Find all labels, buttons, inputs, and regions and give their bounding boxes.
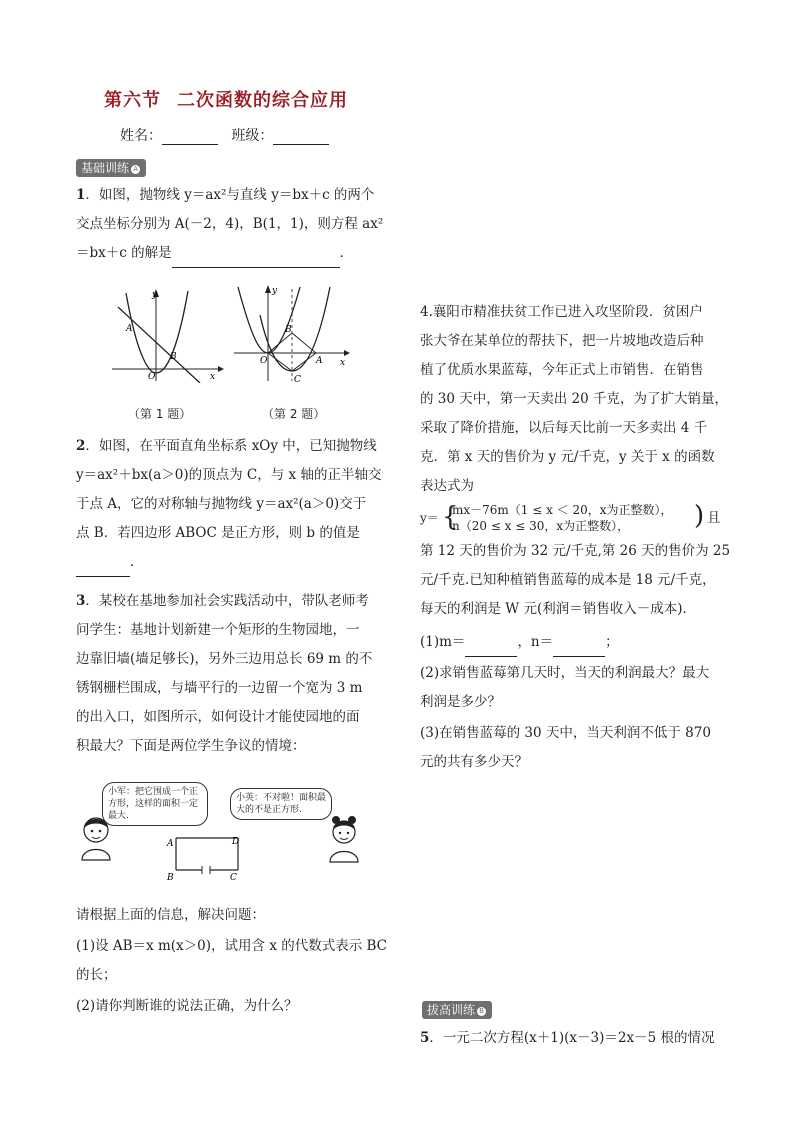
basic-training-badge: 基础训练 A	[76, 157, 146, 176]
question-3-parts: 请根据上面的信息，解决问题： (1)设 AB＝x m(x＞0)，试用含 x 的代数式表示 BC 的长； (2)请你判断谁的说法正确，为什么？	[76, 907, 388, 1014]
q2-answer-blank[interactable]	[76, 558, 130, 577]
section-title: 二次函数的综合应用	[177, 90, 348, 111]
label-c: C	[230, 873, 237, 883]
origin-label: O	[148, 372, 156, 382]
question-number: 1	[76, 187, 86, 203]
figure-1	[104, 283, 224, 383]
name-field[interactable]	[162, 144, 218, 145]
label-d: D	[232, 837, 240, 847]
origin-label: O	[260, 356, 268, 366]
question-3: 3．某校在基地参加社会实践活动中，带队老师考 问学生：基地计划新建一个矩形的生物园地，一 边靠旧墙(墙足够长)，另外三边用总长 69 m 的不 锈钢栅栏围成，与墙平行的一边留一个宽为 3 m 的出入口，如图所示，如何设计才能使园地的面 积最大？下面是两位学生争议的情境：	[76, 593, 373, 754]
speech-bubble-xiaoying: 小英：不对啦！面积最大的不是正方形.	[230, 788, 332, 820]
girl-icon	[330, 816, 358, 862]
figure-1-caption: （第 1 题）	[128, 407, 192, 421]
y-label: y	[152, 290, 158, 300]
question-2: 2．如图，在平面直角坐标系 xOy 中，已知抛物线 y＝ax²＋bx(a＞0)的顶点为 C，与 x 轴的正半轴交 于点 A，它的对称轴与抛物线 y＝ax²(a＞0)交于 点 B．若四边形 ABOC 是正方形，则 b 的值是 ．	[76, 432, 372, 577]
question-1: 1．如图，抛物线 y＝ax²与直线 y＝bx＋c 的两个 交点坐标分别为 A(－2，4)，B(1，1)，则方程 ax² ＝bx＋c 的解是 ．	[76, 181, 372, 268]
advanced-training-badge: 拔高训练 B	[422, 999, 492, 1018]
question-number: 5	[420, 1030, 430, 1046]
q1-answer-blank[interactable]	[172, 249, 340, 268]
point-b-label: B	[170, 352, 177, 362]
left-brace-icon: {	[442, 502, 459, 532]
m-answer-blank[interactable]	[465, 638, 517, 657]
x-label: x	[340, 358, 346, 368]
parabola	[126, 291, 188, 373]
page-title	[104, 86, 348, 112]
question-number: 2	[76, 438, 86, 454]
piecewise-function: y＝ { mx－76m（1 ≤ x ＜ 20，x为正整数）， n（20 ≤ x ≤ 30，x为正整数）， ) 且	[420, 501, 721, 533]
section-label: 第六节	[104, 90, 161, 111]
student-info	[120, 125, 329, 145]
parabola-inner	[238, 287, 300, 353]
question-number: 3	[76, 593, 86, 609]
point-c-label: C	[294, 375, 301, 383]
y-label: y	[272, 286, 278, 296]
speech-bubble-xiaojun: 小军：把它围成一个正方形，这样的面积一定最大.	[102, 782, 208, 826]
x-label: x	[210, 372, 216, 382]
class-field[interactable]	[273, 144, 329, 145]
right-bracket-icon: )	[694, 501, 705, 531]
figure-2-caption: （第 2 题）	[262, 407, 326, 421]
point-a-label: A	[126, 324, 133, 334]
label-b: B	[167, 873, 174, 883]
point-b-label: B	[285, 325, 292, 335]
boy-icon	[82, 818, 110, 860]
figure-2	[230, 283, 350, 383]
x-arrow-icon	[344, 350, 350, 356]
label-a: A	[167, 839, 174, 849]
class-label: 班级：	[231, 128, 274, 144]
n-answer-blank[interactable]	[553, 638, 605, 657]
y-arrow-icon	[265, 285, 271, 293]
name-label: 姓名：	[120, 128, 162, 144]
question-5: 5．一元二次方程(x＋1)(x－3)＝2x－5 根的情况	[420, 1030, 715, 1046]
point-a-label: A	[316, 356, 323, 366]
line-graph	[118, 307, 200, 383]
garden-illustration	[74, 812, 364, 890]
x-arrow-icon	[218, 366, 224, 372]
question-4: 4.襄阳市精准扶贫工作已进入攻坚阶段．贫困户 张大爷在某单位的帮扶下，把一片坡地改造后种 植了优质水果蓝莓，今年正式上市销售．在销售 的 30 天中，第一天卖出 20 千克，为了扩大销量， 采取了降价措施，以后每天比前一天多卖出 4 千 克．第 x 天的售价为 y 元/千克，y 关于 x 的函数 表达式为 y＝ { mx－76m（1 ≤ x ＜ 20，x为正整数）， n（20 ≤ x ≤ 30，x为正整数）， ) 且 第 12 天的售价为 32 元/千克,第 26 天的售价为 25 元/千克.已知种植销售蓝莓的成本是 18 元/千克， 每天的利润是 W 元(利润＝销售收入－成本)． (1)m＝ ，n＝ ； (2)求销售蓝莓第几天时，当天的利润最大？最大 利润是多少？ (3)在销售蓝莓的 30 天中，当天利润不低于 870 元的共有多少天？	[420, 304, 731, 770]
